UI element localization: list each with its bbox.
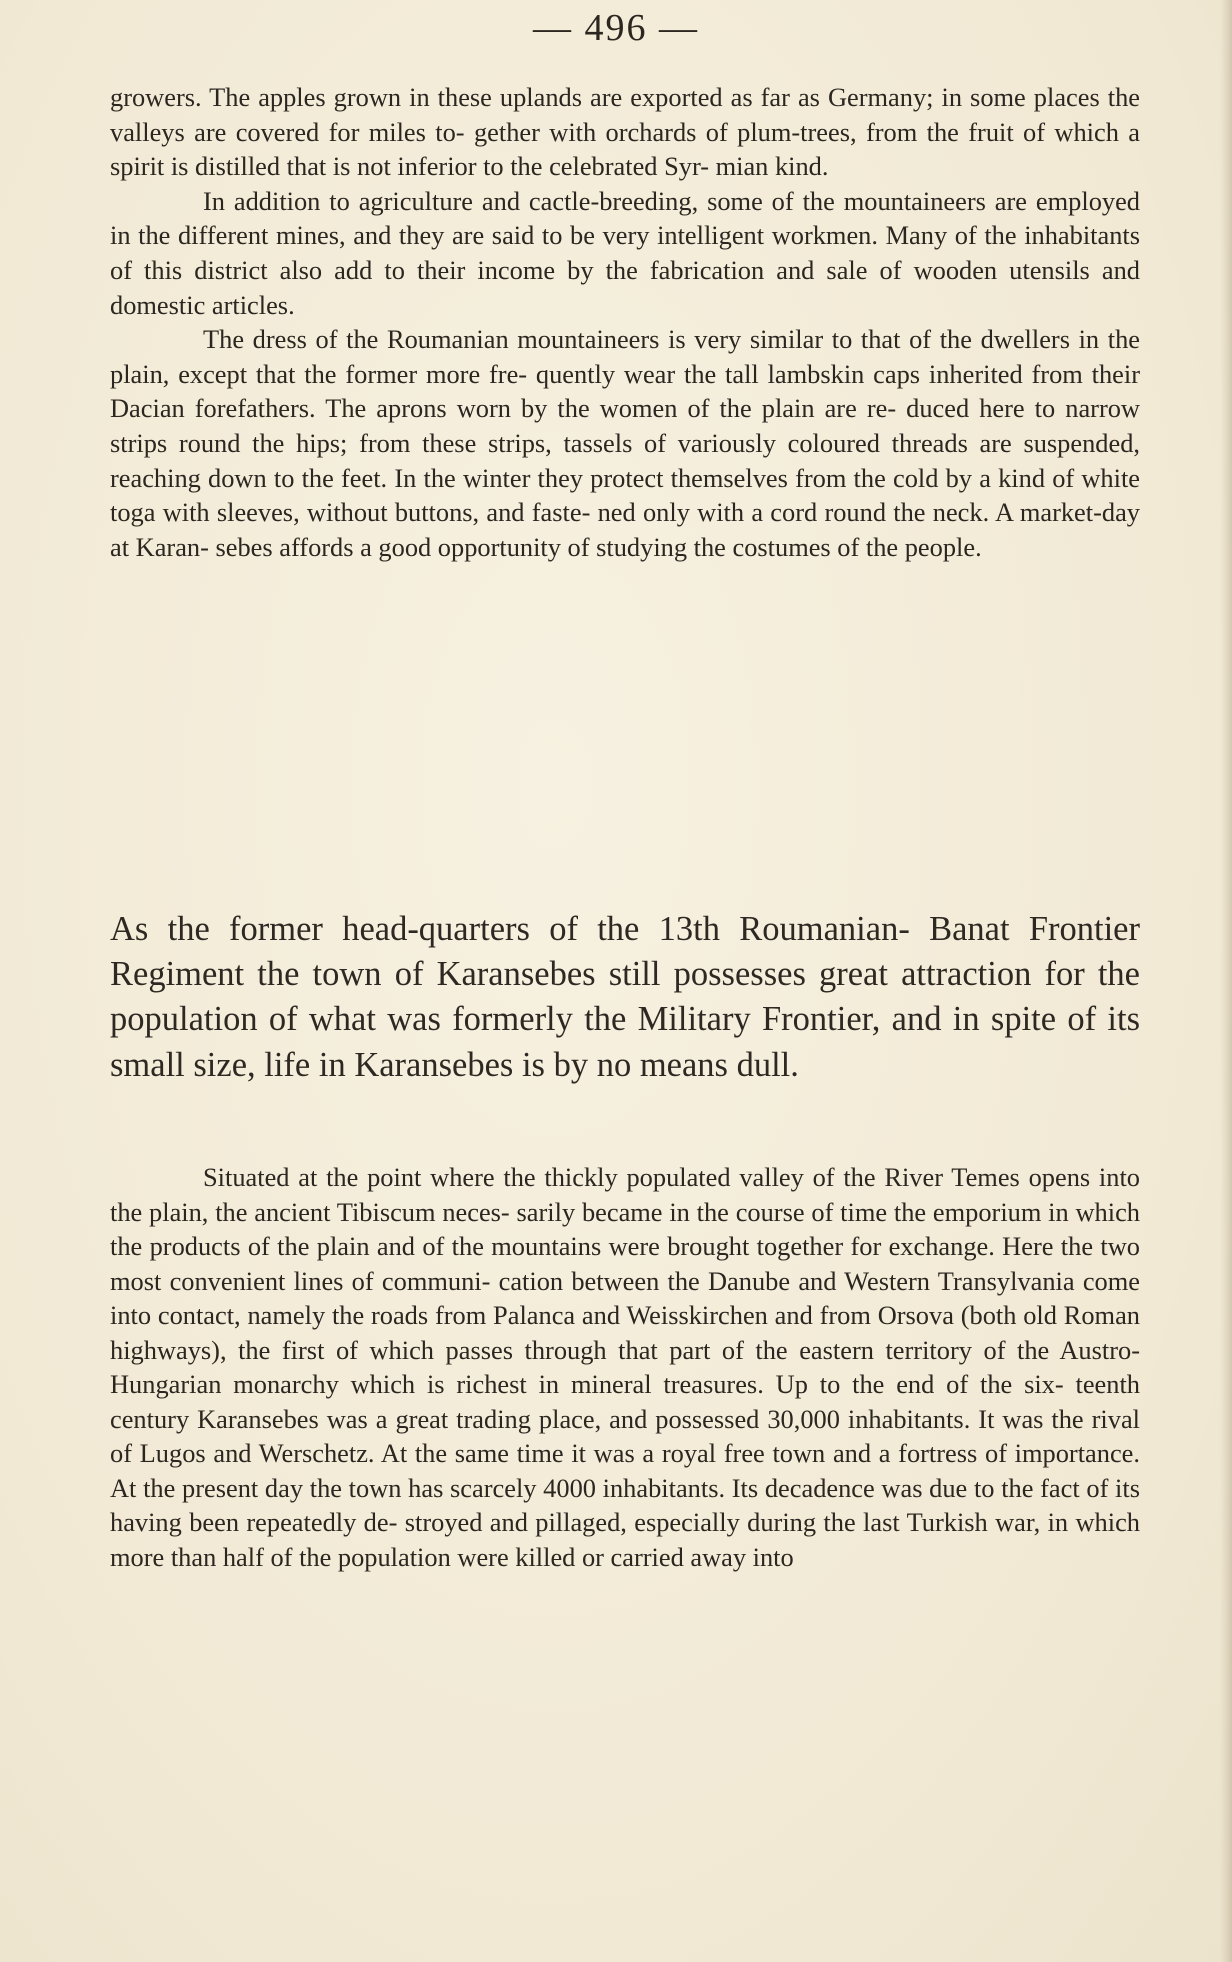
- paragraph-agriculture: In addition to agriculture and cactle-breeding, some of the mountaineers are employed in the different mines, and they are said to be very intelligent workmen. Many of the inhabitants of this district also add to their income by the fabrication and sale of wooden utensils and domestic articles.: [110, 185, 1140, 320]
- paragraph-situated: Situated at the point where the thickly populated valley of the River Temes opens into the plain, the ancient Tibiscum neces- sarily became in the course of time the emporium in which the products of the plain and of the mountains were brought together for exchange. Here the two most convenient lines of communi- cation between the Danube and Western Transylvania come into contact, namely the roads from Palanca and Weisskirchen and from Orsova (both old Roman highways), the first of which passes through that part of the eastern territory of the Austro-Hungarian monarchy which is richest in mineral treasures. Up to the end of the six- teenth century Karansebes was a great trading place, and possessed 30,000 inhabitants. It was the rival of Lugos and Werschetz. At the same time it was a royal free town and a fortress of importance. At the present day the town has scarcely 4000 inhabitants. Its decadence was due to the fact of its having been repeatedly de- stroyed and pillaged, especially during the last Turkish war, in which more than half of the population were killed or carried away into: [110, 1162, 1140, 1572]
- text-block-bottom: [110, 1160, 1140, 1574]
- highlight-block: [110, 907, 1140, 1088]
- paragraph-headquarters: As the former head-quarters of the 13th Roumanian- Banat Frontier Regiment the town of Karansebes still possesses great attraction for the population of what was formerly the Military Frontier, and in spite of its small size, life in Karansebes is by no means dull.: [110, 910, 1140, 1084]
- paragraph-dress: The dress of the Roumanian mountaineers is very similar to that of the dwellers in the plain, except that the former more fre- quently wear the tall lambskin caps inherited from their Dacian forefathers. The aprons worn by the women of the plain are re- duced here to narrow strips round the hips; from these strips, tassels of variously coloured threads are suspended, reaching down to the feet. In the winter they protect themselves from the cold by a kind of white toga with sleeves, without buttons, and faste- ned only with a cord round the neck. A market-day at Karan- sebes affords a good opportunity of studying the costumes of the people.: [110, 324, 1140, 562]
- text-block-top: [110, 80, 1140, 564]
- page-edge-shadow: [1220, 0, 1232, 1962]
- paragraph-growers: growers. The apples grown in these uplands are exported as far as Germany; in some places the valleys are covered for miles to- gether with orchards of plum-trees, from the fruit of which a spirit is distilled that is not inferior to the celebrated Syr- mian kind.: [110, 82, 1140, 182]
- page-number: — 496 —: [533, 7, 699, 49]
